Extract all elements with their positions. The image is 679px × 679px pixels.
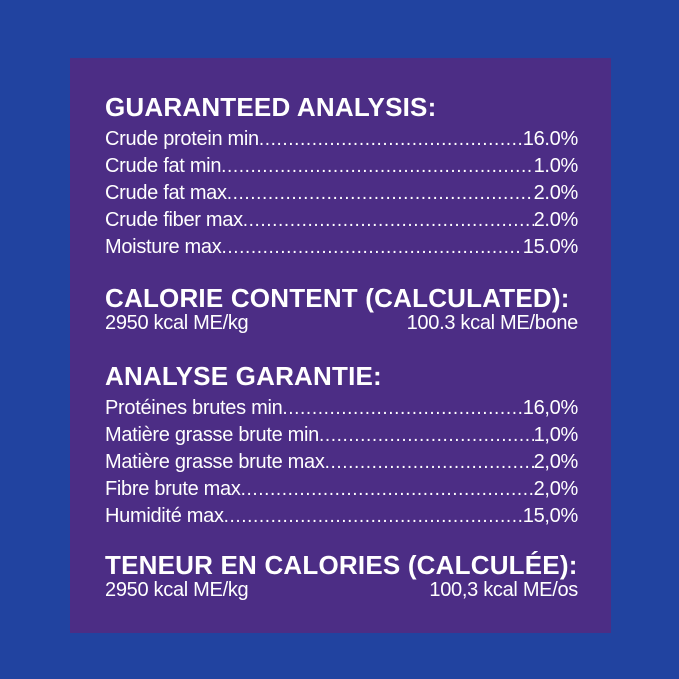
analysis-row [105,126,578,153]
dot-leader [227,180,534,207]
guaranteed-analysis-heading: GUARANTEED ANALYSIS: [105,92,437,122]
analysis-row-value: 16,0% [522,397,578,419]
teneur-calories-values [105,578,578,602]
dot-leader [282,395,522,422]
analysis-row [105,449,578,476]
analysis-row-label: Protéines brutes min [105,397,283,419]
calorie-per-bone: 100.3 kcal ME/bone [406,312,578,334]
analysis-row-value: 2,0% [533,451,578,473]
calories-par-kg: 2950 kcal ME/kg [105,579,249,601]
analysis-row-label: Moisture max [105,236,222,258]
analysis-row-label: Humidité max [105,505,224,527]
analysis-row-value: 2.0% [533,209,578,231]
analyse-garantie-rows [105,395,578,530]
analysis-row-label: Crude fiber max [105,209,243,231]
analysis-row-label: Crude fat min [105,155,222,177]
analyse-garantie-heading: ANALYSE GARANTIE: [105,361,382,391]
dot-leader [224,503,523,530]
guaranteed-analysis-rows [105,126,578,261]
dot-leader [241,476,534,503]
analysis-row [105,503,578,530]
analysis-row-label: Crude fat max [105,182,227,204]
calorie-content-values [105,311,578,335]
dot-leader [325,449,534,476]
analysis-row [105,395,578,422]
calorie-per-kg: 2950 kcal ME/kg [105,312,249,334]
analysis-row-value: 2,0% [533,478,578,500]
analysis-row-label: Matière grasse brute min [105,424,320,446]
nutrition-label-panel [70,58,611,633]
dot-leader [319,422,534,449]
teneur-calories-heading: TENEUR EN CALORIES (CALCULÉE): [105,550,578,580]
analysis-row-value: 1.0% [533,155,578,177]
dot-leader [221,153,533,180]
analysis-row-value: 16.0% [522,128,578,150]
analysis-row [105,207,578,234]
analysis-row [105,422,578,449]
dot-leader [221,234,522,261]
analysis-row-label: Crude protein min [105,128,259,150]
analysis-row-value: 15,0% [522,505,578,527]
calorie-content-heading: CALORIE CONTENT (CALCULATED): [105,283,570,313]
dot-leader [259,126,523,153]
analysis-row-value: 15.0% [522,236,578,258]
analysis-row [105,180,578,207]
calories-par-os: 100,3 kcal ME/os [429,579,578,601]
analysis-row-value: 2.0% [533,182,578,204]
analysis-row-label: Fibre brute max [105,478,241,500]
analysis-row [105,234,578,261]
dot-leader [243,207,534,234]
analysis-row [105,476,578,503]
analysis-row-label: Matière grasse brute max [105,451,325,473]
analysis-row-value: 1,0% [533,424,578,446]
analysis-row [105,153,578,180]
